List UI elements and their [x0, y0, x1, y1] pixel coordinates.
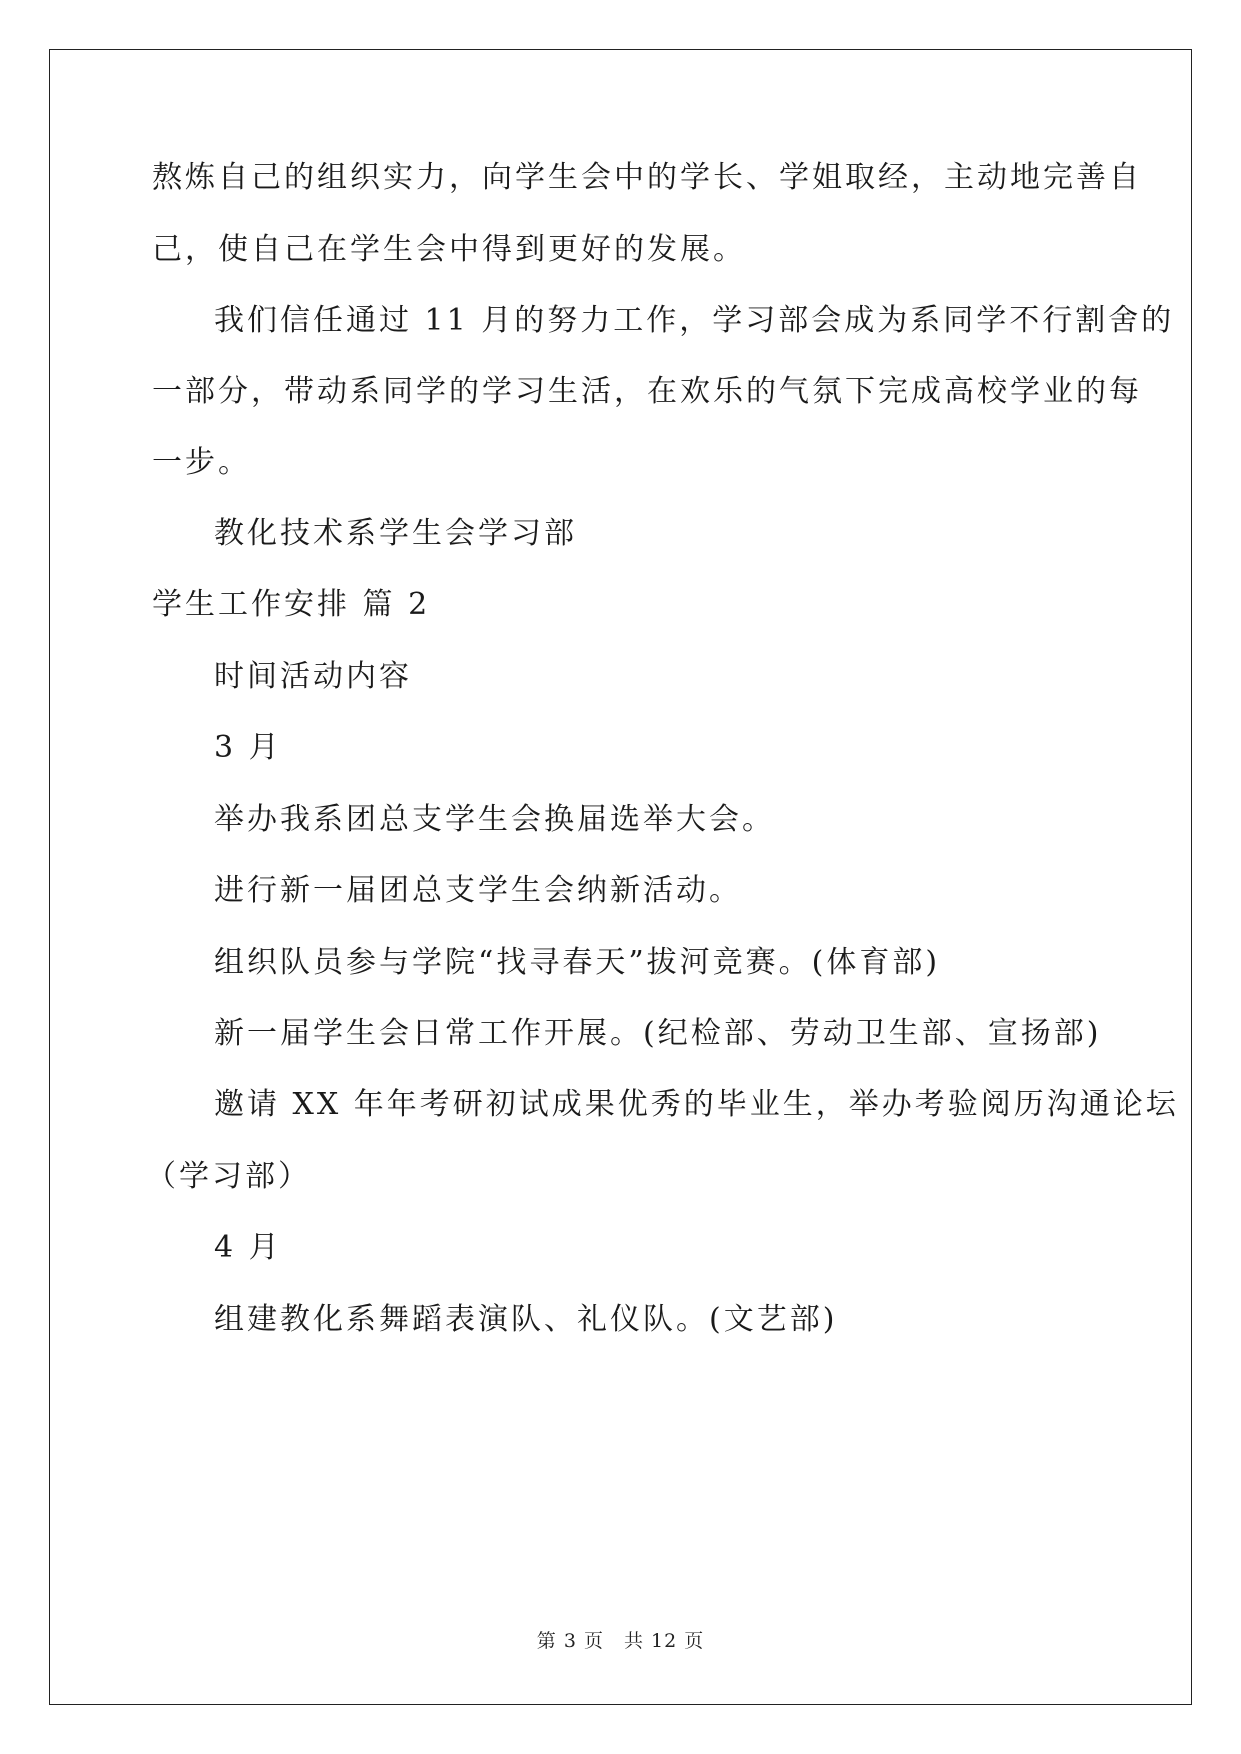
signature-line: 教化技术系学生会学习部: [214, 516, 577, 551]
month-label: 4 月: [214, 1230, 282, 1265]
paragraph-line: 一部分，带动系同学的学习生活，在欢乐的气氛下完成高校学业的每: [152, 374, 1142, 409]
activity-item: 邀请 XX 年年考研初试成果优秀的毕业生，举办考验阅历沟通论坛: [214, 1087, 1179, 1122]
activity-item: 新一届学生会日常工作开展。(纪检部、劳动卫生部、宣扬部): [214, 1016, 1102, 1051]
activity-item: 组建教化系舞蹈表演队、礼仪队。(文艺部): [214, 1302, 838, 1337]
month-label: 3 月: [214, 730, 282, 765]
paragraph-line: 一步。: [152, 445, 251, 480]
section-heading: 学生工作安排 篇 2: [152, 587, 431, 622]
table-header-line: 时间活动内容: [214, 659, 412, 694]
page-number-footer: 第 3 页 共 12 页: [536, 1630, 705, 1652]
activity-item: 举办我系团总支学生会换届选举大会。: [214, 802, 775, 837]
activity-item: 组织队员参与学院“找寻春天”拔河竞赛。(体育部): [214, 945, 941, 980]
activity-item: （学习部）: [146, 1159, 311, 1194]
paragraph-line: 我们信任通过 11 月的努力工作，学习部会成为系同学不行割舍的: [214, 303, 1175, 338]
activity-item: 进行新一届团总支学生会纳新活动。: [214, 873, 742, 908]
paragraph-line: 己，使自己在学生会中得到更好的发展。: [152, 232, 746, 267]
paragraph-line: 熬炼自己的组织实力，向学生会中的学长、学姐取经，主动地完善自: [152, 160, 1142, 195]
